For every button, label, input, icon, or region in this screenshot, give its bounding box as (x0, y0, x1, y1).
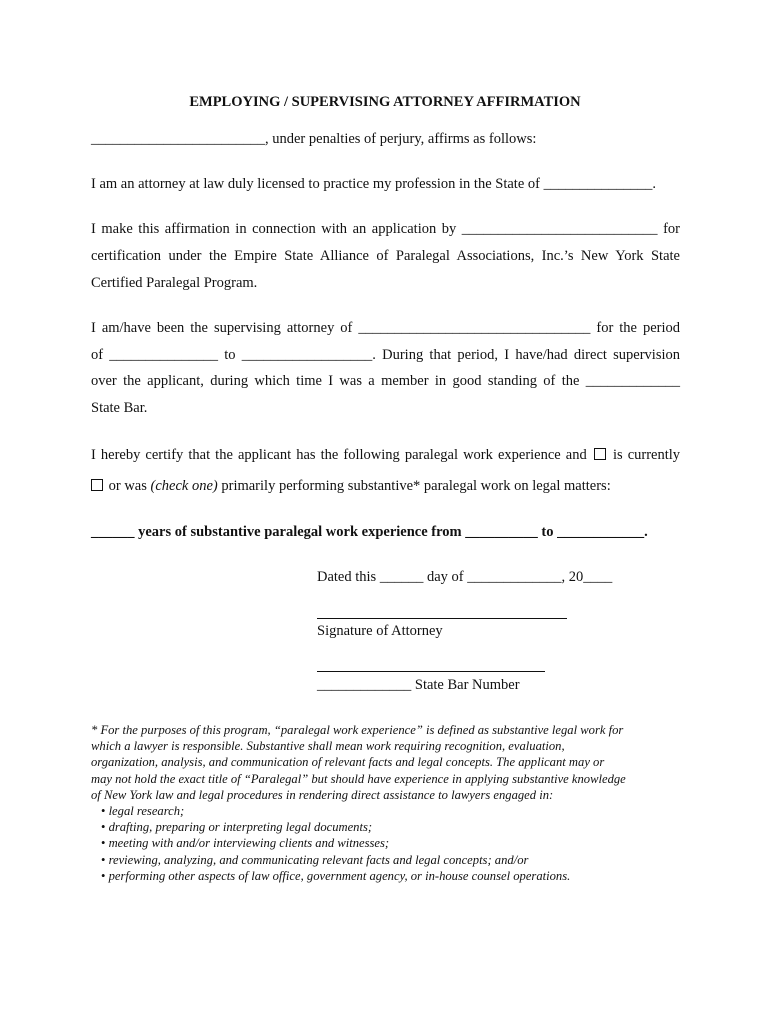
application-line-3: Certified Paralegal Program. (91, 275, 258, 291)
licensed-state-line: I am an attorney at law duly licensed to practice my profession in the State of _______________. (91, 176, 656, 192)
application-line-2: certification under the Empire State Alliance of Paralegal Associations, Inc.’s New York State (91, 248, 680, 264)
footnote-bullet: • meeting with and/or interviewing clients and witnesses; (101, 835, 681, 851)
experience-line: ______ years of substantive paralegal work experience from __________ to ____________. (91, 524, 648, 540)
certify-text-d: primarily performing substantive* paralegal work on legal matters: (221, 478, 611, 494)
certify-text-c: or was (108, 478, 147, 494)
certify-line-1 (91, 447, 680, 464)
certify-text-b: is currently (612, 447, 681, 463)
footnote-bullets (91, 803, 681, 884)
was-checkbox[interactable] (91, 479, 103, 491)
signature-label: Signature of Attorney (317, 623, 443, 639)
supervision-line-4: State Bar. (91, 400, 148, 416)
dated-line: Dated this ______ day of _____________, 20____ (317, 569, 613, 585)
bar-number-rule (317, 671, 545, 672)
footnote-bullet: • drafting, preparing or interpreting legal documents; (101, 819, 681, 835)
currently-checkbox[interactable] (594, 448, 606, 460)
application-line-1: I make this affirmation in connection with an application by ___________________________ for (91, 221, 680, 237)
footnote (91, 722, 681, 884)
supervision-line-1: I am/have been the supervising attorney of ________________________________ for the period (91, 320, 680, 336)
footnote-line: of New York law and legal procedures in rendering direct assistance to lawyers engaged in: (91, 787, 554, 802)
footnote-line: organization, analysis, and communication of relevant facts and legal concepts. The applicant may or (91, 755, 605, 770)
footnote-bullet: • reviewing, analyzing, and communicating relevant facts and legal concepts; and/or (101, 852, 681, 868)
footnote-bullet: • performing other aspects of law office, government agency, or in-house counsel operations. (101, 868, 681, 884)
footnote-line: which a lawyer is responsible. Substantive shall mean work requiring recognition, evaluation, (91, 739, 565, 754)
document-title: EMPLOYING / SUPERVISING ATTORNEY AFFIRMATION (189, 94, 581, 110)
signature-rule (317, 618, 567, 619)
bar-number-label: _____________ State Bar Number (317, 677, 520, 693)
check-one-note: (check one) (150, 478, 218, 494)
certify-line-2 (91, 478, 611, 495)
footnote-line: * For the purposes of this program, “paralegal work experience” is defined as substantive legal work for (91, 723, 624, 737)
certify-text-a: I hereby certify that the applicant has the following paralegal work experience and (91, 447, 587, 463)
supervision-line-3: over the applicant, during which time I was a member in good standing of the _____________ (91, 373, 680, 389)
footnote-line: may not hold the exact title of “Paralegal” but should have experience in applying substantive knowledge (91, 771, 626, 786)
footnote-bullet: • legal research; (101, 803, 681, 819)
supervision-line-2: of _______________ to __________________. During that period, I have/had direct supervision (91, 347, 680, 363)
affirmant-line: ________________________, under penalties of perjury, affirms as follows: (91, 131, 537, 147)
